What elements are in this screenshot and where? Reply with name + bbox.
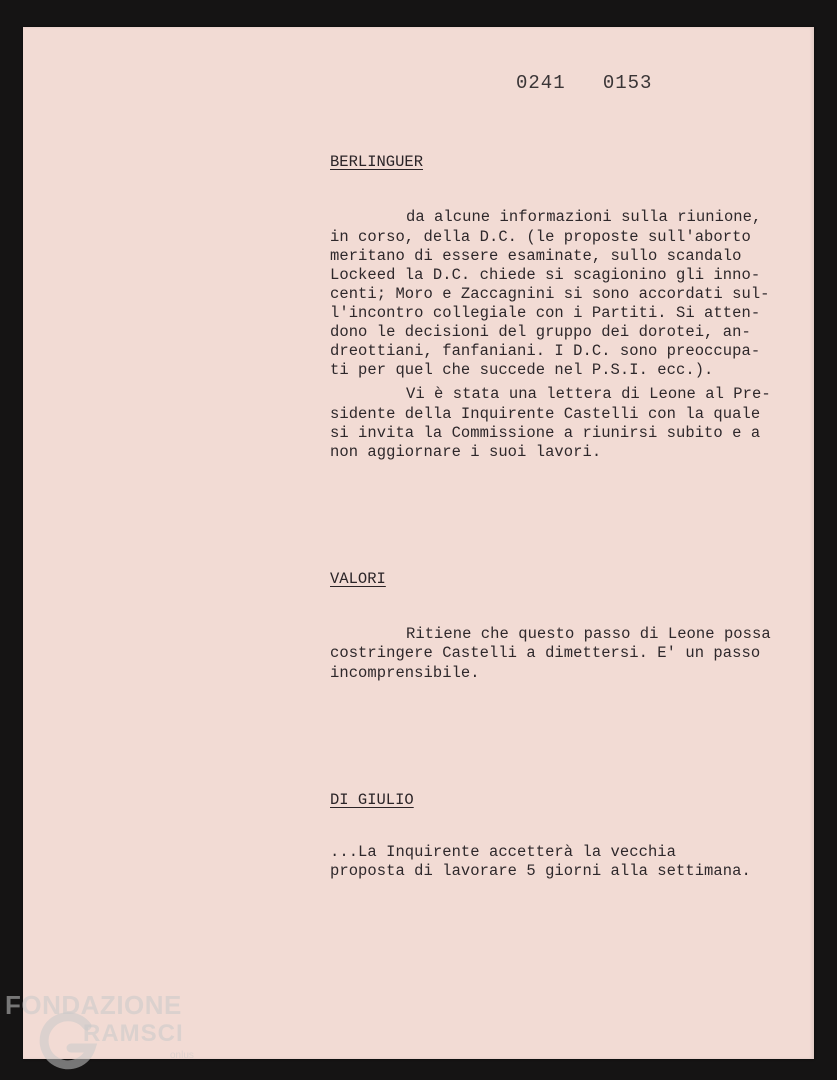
text-line: in corso, della D.C. (le proposte sull'aborto: [330, 228, 751, 246]
text-line: costringere Castelli a dimettersi. E' un passo: [330, 644, 761, 662]
text-line: Lockeed la D.C. chiede si scagionino gli inno-: [330, 266, 761, 284]
text-line: l'incontro collegiale con i Partiti. Si atten-: [330, 304, 761, 322]
reference-number: 0241 0153: [516, 72, 653, 94]
speaker-valori: VALORI: [330, 570, 386, 588]
text-line: ti per quel che succede nel P.S.I. ecc.).: [330, 361, 714, 379]
text-line: si invita la Commissione a riunirsi subito e a: [330, 424, 761, 442]
text-line: dono le decisioni del gruppo dei dorotei, an-: [330, 323, 751, 341]
document-page: [23, 27, 814, 1059]
text-line: Ritiene che questo passo di Leone possa: [406, 625, 771, 643]
text-line: non aggiornare i suoi lavori.: [330, 443, 602, 461]
text-line: da alcune informazioni sulla riunione,: [406, 208, 762, 226]
text-line: meritano di essere esaminate, sullo scandalo: [330, 247, 742, 265]
text-line: incomprensibile.: [330, 664, 480, 682]
logo-line1: FONDAZIONE: [5, 990, 182, 1020]
text-line: ...La Inquirente accetterà la vecchia: [330, 843, 677, 861]
logo-suffix: onlus: [170, 1050, 194, 1061]
speaker-berlinguer: BERLINGUER: [330, 153, 424, 171]
text-line: dreottiani, fanfaniani. I D.C. sono preoccupa-: [330, 342, 761, 360]
fondazione-gramsci-logo: [5, 990, 220, 1075]
text-line: centi; Moro e Zaccagnini si sono accordati sul-: [330, 285, 770, 303]
text-line: proposta di lavorare 5 giorni alla settimana.: [330, 862, 751, 880]
text-line: sidente della Inquirente Castelli con la quale: [330, 405, 761, 423]
speaker-di-giulio: DI GIULIO: [330, 791, 414, 809]
text-line: Vi è stata una lettera di Leone al Pre-: [406, 385, 771, 403]
logo-line2: RAMSCI: [83, 1020, 184, 1047]
